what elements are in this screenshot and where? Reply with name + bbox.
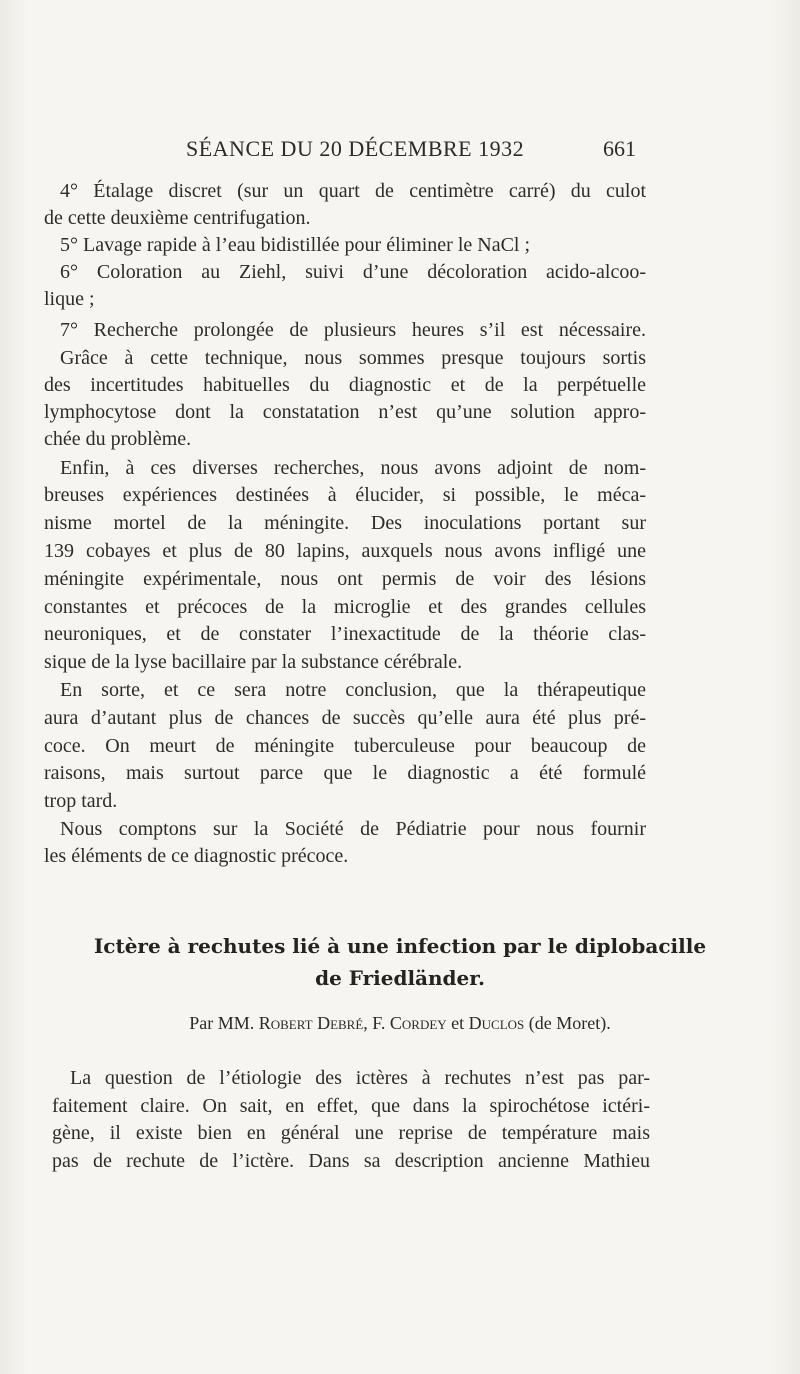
text-line: 5° Lavage rapide à l’eau bidistillée pour éliminer le NaCl ; [60,234,531,256]
text-line: des incertitudes habituelles du diagnostic et de la perpétuelle [44,374,646,396]
text-line: méningite expérimentale, nous ont permis de voir des lésions [44,568,646,590]
text-line: chée du problème. [44,428,192,450]
text-line: La question de l’étiologie des ictères à rechutes n’est pas par- [70,1067,650,1089]
authors-conjunction: et [451,1013,465,1033]
text-line: pas de rechute de l’ictère. Dans sa description ancienne Mathieu [52,1150,650,1172]
text-line: les éléments de ce diagnostic précoce. [44,845,349,867]
text-line: lymphocytose dont la constatation n’est qu’une solution appro- [44,401,646,423]
author-debre: Robert Debré, [258,1013,368,1033]
text-line: 7° Recherche prolongée de plusieurs heures s’il est nécessaire. [60,319,646,341]
text-line: breuses expériences destinées à élucider, si possible, le méca- [44,484,646,506]
running-title: SÉANCE DU 20 DÉCEMBRE 1932 [186,136,525,161]
article-title-line-2: de Friedländer. [315,966,485,990]
text-line: trop tard. [44,790,118,812]
text-line: 6° Coloration au Ziehl, suivi d’une décoloration acido-alcoo- [60,261,646,283]
text-line: de cette deuxième centrifugation. [44,207,311,229]
text-line: En sorte, et ce sera notre conclusion, que la thérapeutique [60,679,646,701]
article-title-line-1: Ictère à rechutes lié à une infection par le diplobacille [93,934,707,958]
text-line: Enfin, à ces diverses recherches, nous avons adjoint de nom- [60,457,646,479]
author-cordey: Cordey [389,1013,447,1033]
author-affiliation: (de Moret). [528,1013,611,1033]
text-line: Grâce à cette technique, nous sommes presque toujours sortis [60,347,646,369]
text-line: raisons, mais surtout parce que le diagnostic a été formulé [44,762,646,784]
text-line: aura d’autant plus de chances de succès qu’elle aura été plus pré- [44,707,646,729]
text-line: neuroniques, et de constater l’inexactitude de la théorie clas- [44,623,646,645]
text-line: 139 cobayes et plus de 80 lapins, auxquels nous avons infligé une [44,540,646,562]
text-line: sique de la lyse bacillaire par la substance cérébrale. [44,651,463,673]
page-number: 661 [603,136,636,161]
text-line: coce. On meurt de méningite tuberculeuse pour beaucoup de [44,735,646,757]
text-line: nisme mortel de la méningite. Des inoculations portant sur [44,512,646,534]
text-line: lique ; [44,288,95,310]
author-duclos: Duclos [468,1013,525,1033]
author-initial: F. [372,1013,386,1033]
authors-prefix: Par MM. [189,1013,255,1033]
text-line: faitement claire. On sait, en effet, que dans la spirochétose ictéri- [52,1095,650,1117]
text-line: constantes et précoces de la microglie et des grandes cellules [44,596,646,618]
text-line: Nous comptons sur la Société de Pédiatrie pour nous fournir [60,818,646,840]
text-line: gène, il existe bien en général une reprise de température mais [52,1122,650,1144]
text-line: 4° Étalage discret (sur un quart de centimètre carré) du culot [60,180,646,202]
